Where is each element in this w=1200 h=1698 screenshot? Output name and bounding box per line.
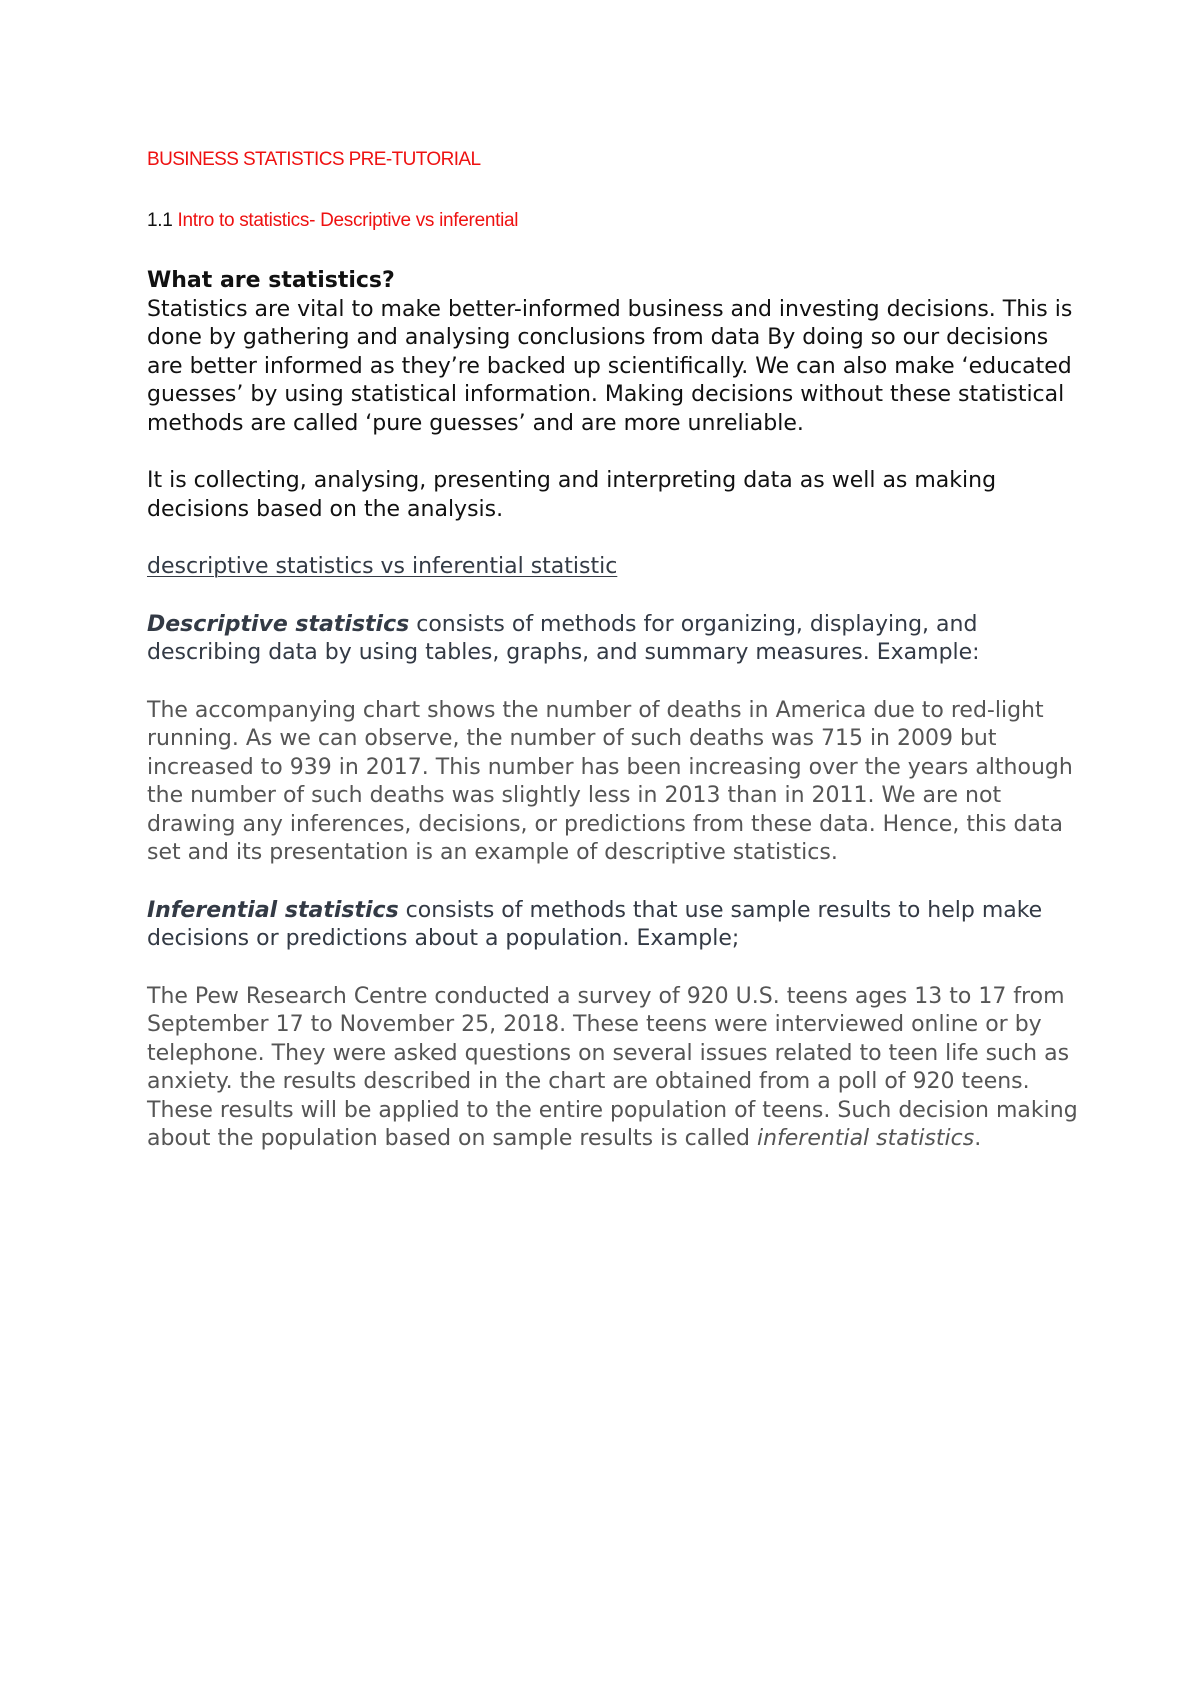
document-title: BUSINESS STATISTICS PRE-TUTORIAL <box>147 149 481 170</box>
inferential-term: Inferential statistics <box>147 897 399 923</box>
question-heading: What are statistics? <box>147 268 395 293</box>
descriptive-definition <box>147 611 1087 668</box>
document-body <box>147 148 1087 1154</box>
comparison-link-paragraph <box>147 553 1087 582</box>
section-heading <box>147 209 1087 233</box>
intro-paragraph: Statistics are vital to make better-informed business and investing decisions. This is done by gathering and analysing conclusions from data By doing so our decisions are better informed as they’re backed up scientifically. We can also make ‘educated guesses’ by using statistical information. Making decisions without these statistical methods are called ‘pure guesses’ and are more unreliable. <box>147 296 1073 436</box>
section-number: 1.1 <box>147 210 173 231</box>
inferential-example <box>147 983 1087 1154</box>
inferential-example-term: inferential statistics <box>756 1126 975 1151</box>
inferential-definition <box>147 897 1087 954</box>
comparison-link[interactable]: descriptive statistics vs inferential statistic <box>147 554 618 579</box>
definition-paragraph: It is collecting, analysing, presenting and interpreting data as well as making decisions based on the analysis. <box>147 468 997 522</box>
inferential-example-end: . <box>974 1126 982 1151</box>
descriptive-definition-text: consists of methods for organizing, displaying, and describing data by using tables, graphs, and summary measures. Example: <box>147 611 980 665</box>
descriptive-example: The accompanying chart shows the number of deaths in America due to red-light running. As we can observe, the number of such deaths was 715 in 2009 but increased to 939 in 2017. This number has been increasing over the years although the number of such deaths was slightly less in 2013 than in 2011. We are not drawing any inferences, decisions, or predictions from these data. Hence, this data set and its presentation is an example of descriptive statistics. <box>147 697 1073 865</box>
descriptive-term: Descriptive statistics <box>147 611 410 637</box>
inferential-example-text: The Pew Research Centre conducted a survey of 920 U.S. teens ages 13 to 17 from September 17 to November 25, 2018. These teens were interviewed online or by telephone. They were asked questions on several issues related to teen life such as anxiety. the results described in the chart are obtained from a poll of 920 teens. These results will be applied to the entire population of teens. Such decision making about the population based on sample results is called <box>147 983 1078 1151</box>
section-title: Intro to statistics- Descriptive vs inferential <box>177 210 519 231</box>
inferential-definition-text: consists of methods that use sample results to help make decisions or predictions about a population. Example; <box>147 897 1043 951</box>
